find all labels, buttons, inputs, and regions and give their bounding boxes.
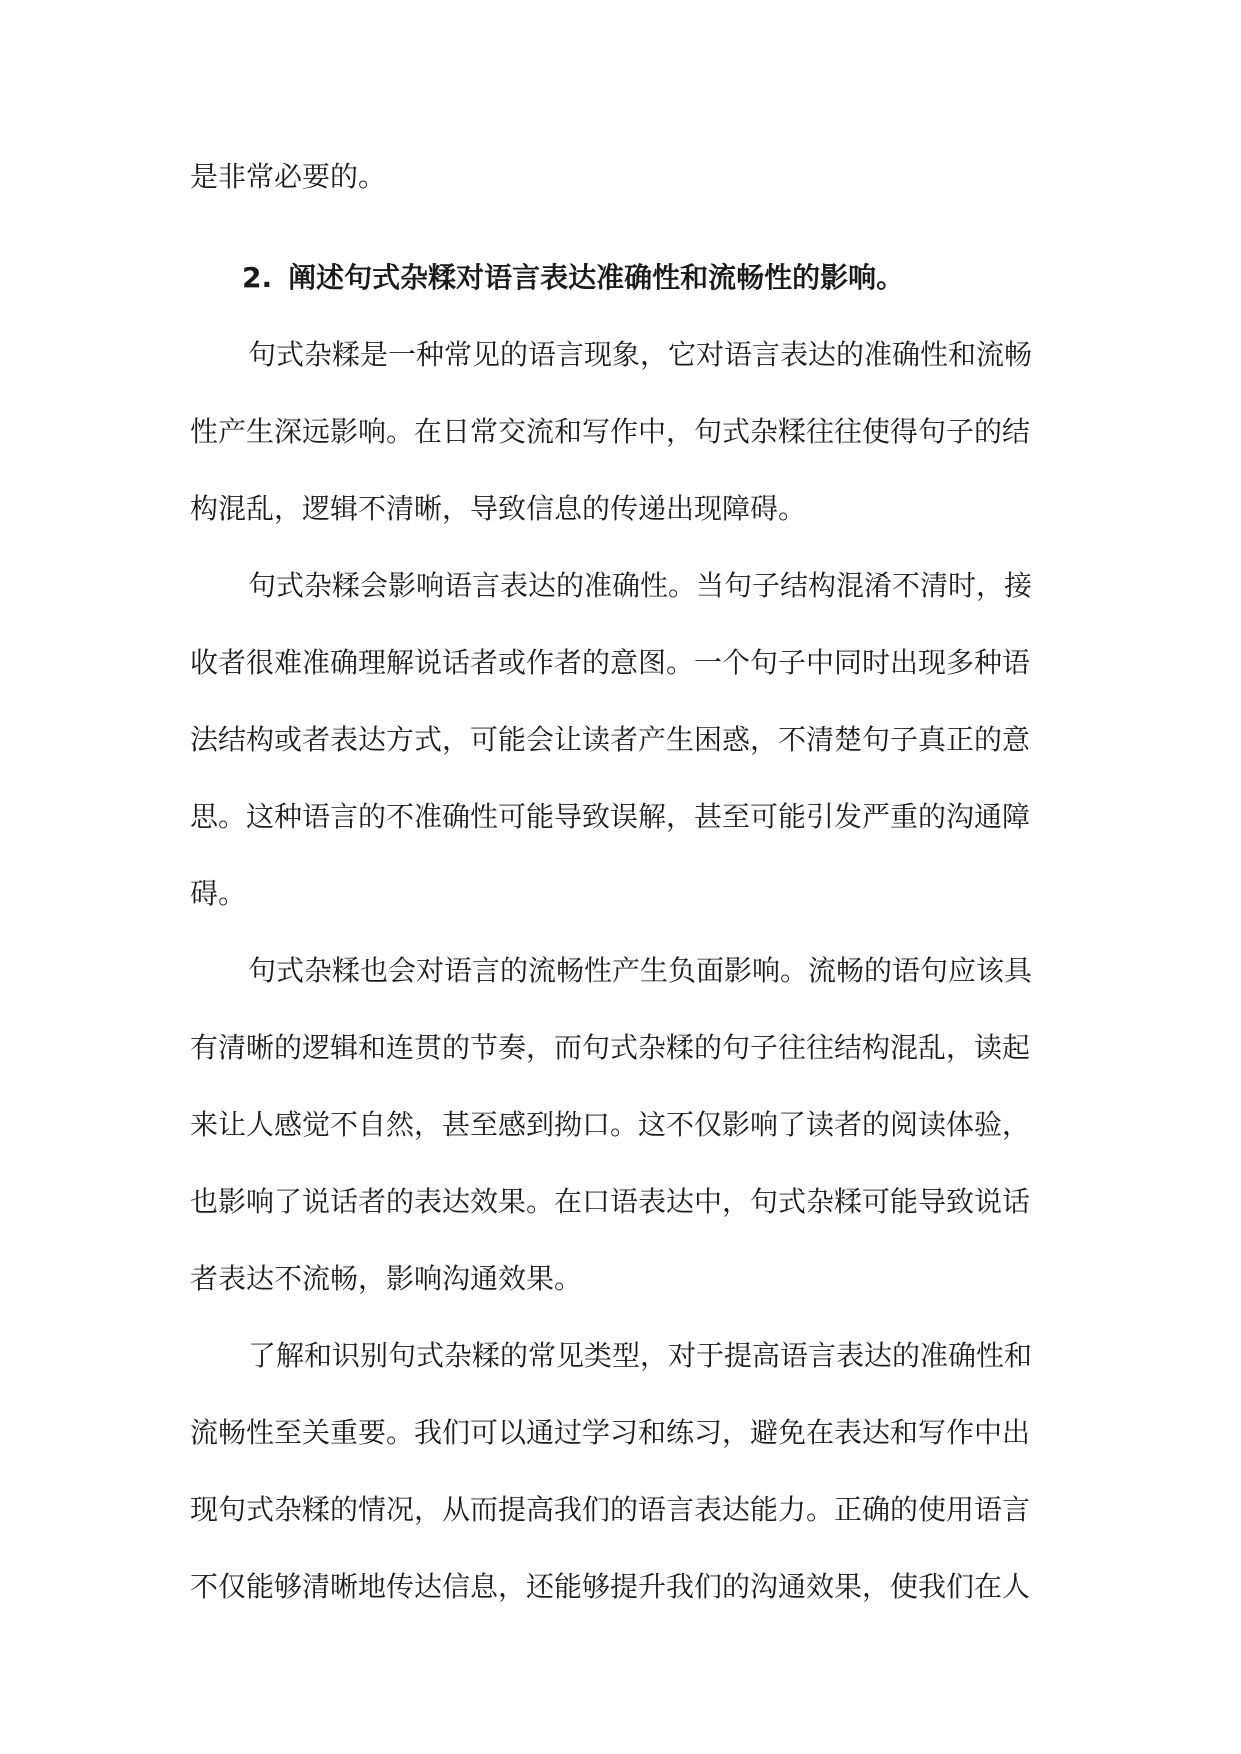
paragraph-line: 句式杂糅也会对语言的流畅性产生负面影响。流畅的语句应该具 bbox=[248, 954, 1033, 987]
paragraph-line: 流畅性至关重要。我们可以通过学习和练习，避免在表达和写作中出 bbox=[190, 1416, 1031, 1449]
section-number: 2. bbox=[242, 261, 273, 294]
paragraph-line: 句式杂糅会影响语言表达的准确性。当句子结构混淆不清时，接 bbox=[248, 569, 1033, 602]
paragraph-line: 性产生深远影响。在日常交流和写作中，句式杂糅往往使得句子的结 bbox=[190, 415, 1031, 448]
paragraph bbox=[190, 932, 1060, 1317]
document-body bbox=[190, 138, 1060, 1625]
section-title: 阐述句式杂糅对语言表达准确性和流畅性的影响。 bbox=[288, 261, 905, 294]
paragraph-line: 句式杂糅是一种常见的语言现象，它对语言表达的准确性和流畅 bbox=[248, 338, 1033, 371]
paragraph-line: 构混乱，逻辑不清晰，导致信息的传递出现障碍。 bbox=[190, 492, 807, 525]
paragraph bbox=[190, 1317, 1060, 1625]
paragraph-line: 来让人感觉不自然，甚至感到拗口。这不仅影响了读者的阅读体验， bbox=[190, 1108, 1031, 1141]
paragraph-line: 有清晰的逻辑和连贯的节奏，而句式杂糅的句子往往结构混乱，读起 bbox=[190, 1031, 1031, 1064]
paragraph-line: 者表达不流畅，影响沟通效果。 bbox=[190, 1262, 583, 1295]
paragraph bbox=[190, 316, 1060, 547]
paragraph-line: 收者很难准确理解说话者或作者的意图。一个句子中同时出现多种语 bbox=[190, 646, 1031, 679]
section-heading bbox=[190, 239, 1060, 316]
opening-fragment: 是非常必要的。 bbox=[190, 160, 387, 193]
paragraph-line: 也影响了说话者的表达效果。在口语表达中，句式杂糅可能导致说话 bbox=[190, 1185, 1031, 1218]
paragraph bbox=[190, 547, 1060, 932]
paragraph-line: 不仅能够清晰地传达信息，还能够提升我们的沟通效果，使我们在人 bbox=[190, 1570, 1031, 1603]
paragraph-line: 了解和识别句式杂糅的常见类型，对于提高语言表达的准确性和 bbox=[248, 1339, 1033, 1372]
paragraph-line: 碍。 bbox=[190, 877, 247, 910]
paragraph-line: 现句式杂糅的情况，从而提高我们的语言表达能力。正确的使用语言 bbox=[190, 1493, 1031, 1526]
paragraph-line: 法结构或者表达方式，可能会让读者产生困惑，不清楚句子真正的意 bbox=[190, 723, 1031, 756]
paragraph-line: 思。这种语言的不准确性可能导致误解，甚至可能引发严重的沟通障 bbox=[190, 800, 1031, 833]
